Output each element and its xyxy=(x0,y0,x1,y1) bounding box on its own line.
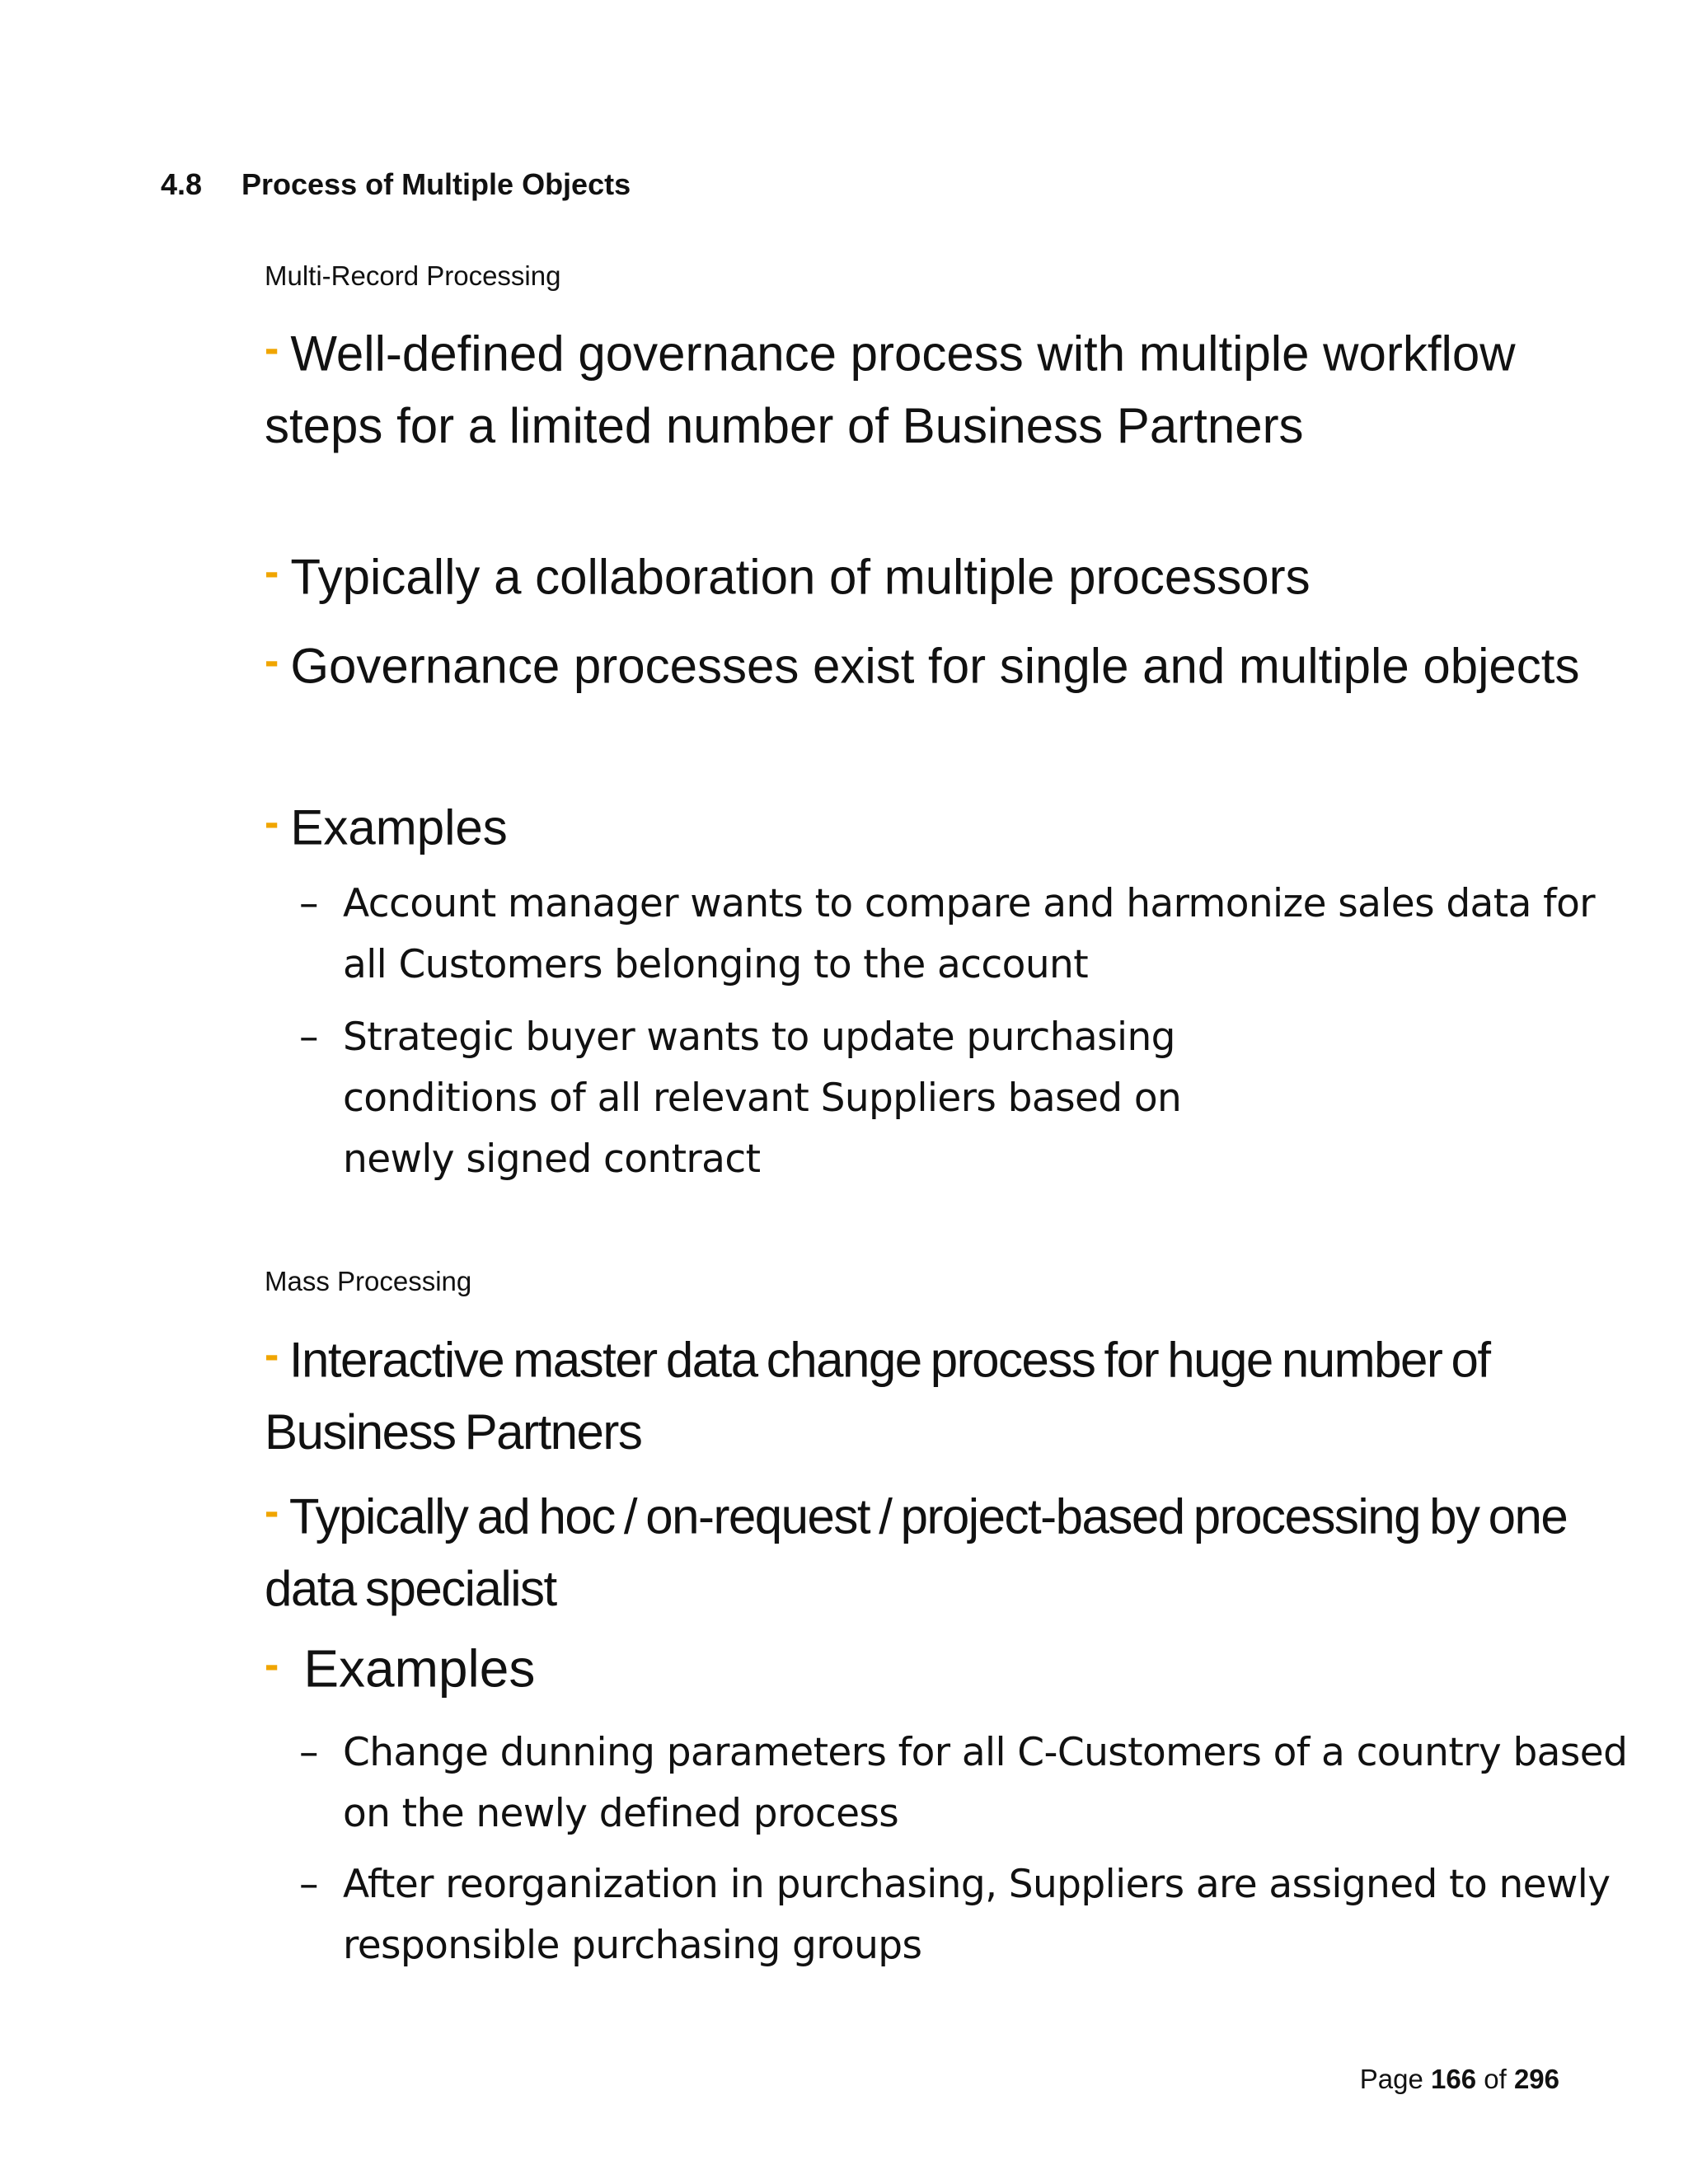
multi-record-example-1 xyxy=(299,874,1629,996)
bullet-marker-icon: - xyxy=(265,1331,278,1379)
dash-marker-icon: – xyxy=(299,1015,318,1060)
page-number xyxy=(1360,2064,1559,2095)
multi-record-bullet-3 xyxy=(265,625,1583,702)
dash-marker-icon: – xyxy=(299,881,318,926)
multi-record-bullet-4 xyxy=(265,786,1583,864)
bullet-text: Governance processes exist for single and multiple objects xyxy=(290,638,1580,694)
bullet-marker-icon: - xyxy=(265,637,279,685)
mass-processing-label: Mass Processing xyxy=(265,1266,472,1296)
bullet-text: Interactive master data change process for huge number of Business Partners xyxy=(265,1332,1490,1460)
dash-marker-icon: – xyxy=(299,1862,318,1907)
bullet-text: Typically ad hoc / on-request / project-based processing by one data specialist xyxy=(265,1488,1568,1617)
bullet-marker-icon: - xyxy=(265,548,279,596)
multi-record-bullet-1 xyxy=(265,312,1583,462)
example-text: After reorganization in purchasing, Suppliers are assigned to newly responsible purchasing groups xyxy=(343,1862,1611,1968)
multi-record-label: Multi-Record Processing xyxy=(265,260,561,291)
of-label: of xyxy=(1484,2064,1507,2094)
page-prefix: Page xyxy=(1359,2064,1423,2094)
bullet-marker-icon: - xyxy=(265,1488,278,1535)
example-text: Change dunning parameters for all C-Customers of a country based on the newly defined process xyxy=(343,1730,1628,1836)
mass-bullet-2 xyxy=(265,1475,1583,1625)
multi-record-bullet-2 xyxy=(265,536,1583,613)
total-pages: 296 xyxy=(1513,2064,1559,2094)
section-heading xyxy=(161,167,631,202)
bullet-text: Examples xyxy=(303,1638,536,1699)
mass-bullet-3 xyxy=(265,1629,1583,1704)
bullet-marker-icon: - xyxy=(265,799,279,846)
dash-marker-icon: – xyxy=(299,1730,318,1775)
bullet-text: Typically a collaboration of multiple processors xyxy=(290,549,1311,605)
multi-record-example-2 xyxy=(299,1007,1266,1190)
mass-bullet-1 xyxy=(265,1319,1583,1469)
section-title: Process of Multiple Objects xyxy=(241,167,631,201)
bullet-text: Well-defined governance process with multiple workflow steps for a limited number of Business Partners xyxy=(265,326,1516,454)
current-page: 166 xyxy=(1431,2064,1477,2094)
mass-example-1 xyxy=(299,1722,1629,1844)
section-number: 4.8 xyxy=(161,167,203,201)
example-text: Account manager wants to compare and harmonize sales data for all Customers belonging to the account xyxy=(343,881,1595,987)
bullet-marker-icon: - xyxy=(265,325,279,373)
bullet-marker-icon: - xyxy=(265,1641,279,1689)
bullet-text: Examples xyxy=(290,799,508,855)
example-text: Strategic buyer wants to update purchasing conditions of all relevant Suppliers based on newly signed contract xyxy=(343,1015,1182,1182)
mass-example-2 xyxy=(299,1854,1629,1976)
